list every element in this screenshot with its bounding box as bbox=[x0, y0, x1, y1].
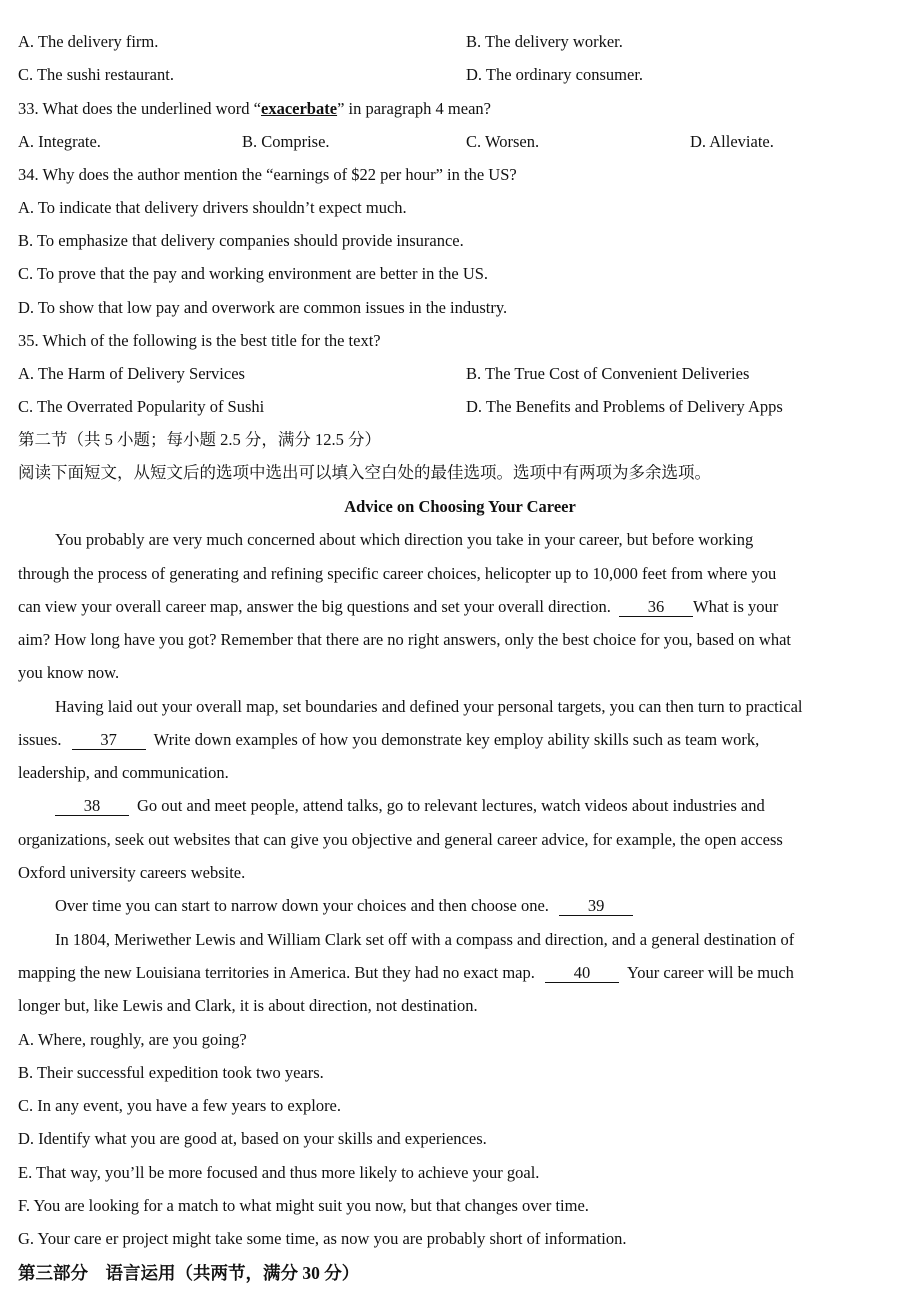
passage-p4-line1-text: Over time you can start to narrow down your choices and then choose one. bbox=[55, 896, 549, 915]
choice-f: F. You are looking for a match to what might suit you now, but that changes over time. bbox=[18, 1196, 589, 1215]
passage-p1-line3-after: What is your bbox=[693, 597, 779, 616]
passage-p3-line1-text: Go out and meet people, attend talks, go to relevant lectures, watch videos about industries and bbox=[137, 796, 765, 815]
q33-stem bbox=[18, 99, 491, 119]
q35-option-c: C. The Overrated Popularity of Sushi bbox=[18, 397, 265, 416]
passage-title: Advice on Choosing Your Career bbox=[344, 497, 576, 516]
q35-option-b: B. The True Cost of Convenient Deliveries bbox=[466, 364, 750, 383]
choice-b: B. Their successful expedition took two years. bbox=[18, 1063, 324, 1082]
choice-g: G. Your care er project might take some time, as now you are probably short of information. bbox=[18, 1229, 627, 1248]
passage-p5-line3: longer but, like Lewis and Clark, it is about direction, not destination. bbox=[18, 996, 478, 1015]
passage-p2-line1: Having laid out your overall map, set boundaries and defined your personal targets, you can then turn to practical bbox=[55, 697, 803, 716]
passage-p1-line3-text: can view your overall career map, answer the big questions and set your overall direction. bbox=[18, 597, 611, 616]
passage-p4-line1 bbox=[55, 896, 633, 916]
passage-p2-line2-text: issues. bbox=[18, 730, 62, 749]
passage-p1-line3 bbox=[18, 597, 778, 617]
passage-p1-line1: You probably are very much concerned about which direction you take in your career, but before working bbox=[55, 530, 754, 549]
q33-stem-after: ” in paragraph 4 mean? bbox=[337, 99, 491, 118]
q34-option-c: C. To prove that the pay and working environment are better in the US. bbox=[18, 264, 489, 283]
passage-p1-line4: aim? How long have you got? Remember that there are no right answers, only the best choice for you, based on what bbox=[18, 630, 791, 649]
passage-p5-line2-text: mapping the new Louisiana territories in America. But they had no exact map. bbox=[18, 963, 535, 982]
choice-a: A. Where, roughly, are you going? bbox=[18, 1030, 247, 1049]
choice-c: C. In any event, you have a few years to explore. bbox=[18, 1096, 342, 1115]
section2-instructions: 阅读下面短文，从短文后的选项中选出可以填入空白处的最佳选项。选项中有两项为多余选项。 bbox=[18, 463, 711, 482]
passage-p1-line5: you know now. bbox=[18, 663, 120, 682]
passage-p3-line3: Oxford university careers website. bbox=[18, 863, 246, 882]
q34-stem: 34. Why does the author mention the “earnings of $22 per hour” in the US? bbox=[18, 165, 517, 184]
blank-39[interactable]: 39 bbox=[559, 897, 633, 916]
passage-p1-line2: through the process of generating and refining specific career choices, helicopter up to 10,000 feet from where you bbox=[18, 564, 777, 583]
passage-p3-line2: organizations, seek out websites that can give you objective and general career advice, for example, the open access bbox=[18, 830, 783, 849]
passage-p3-line1 bbox=[55, 796, 765, 816]
passage-p5-line2 bbox=[18, 963, 794, 983]
q34-option-b: B. To emphasize that delivery companies should provide insurance. bbox=[18, 231, 464, 250]
q34-option-a: A. To indicate that delivery drivers shouldn’t expect much. bbox=[18, 198, 407, 217]
q35-option-a: A. The Harm of Delivery Services bbox=[18, 364, 245, 383]
q33-stem-before: 33. What does the underlined word “ bbox=[18, 99, 262, 118]
choice-e: E. That way, you’ll be more focused and thus more likely to achieve your goal. bbox=[18, 1163, 540, 1182]
q32-option-c: C. The sushi restaurant. bbox=[18, 65, 174, 84]
passage-p5-line1: In 1804, Meriwether Lewis and William Clark set off with a compass and direction, and a general destination of bbox=[55, 930, 795, 949]
part3-heading: 第三部分 语言运用（共两节，满分 30 分） bbox=[18, 1263, 360, 1283]
q33-option-d: D. Alleviate. bbox=[690, 132, 774, 151]
blank-40[interactable]: 40 bbox=[545, 964, 619, 983]
passage-p2-line2 bbox=[18, 730, 759, 750]
q33-option-b: B. Comprise. bbox=[242, 132, 330, 151]
section2-heading: 第二节（共 5 小题；每小题 2.5 分，满分 12.5 分） bbox=[18, 430, 381, 449]
choice-d: D. Identify what you are good at, based on your skills and experiences. bbox=[18, 1129, 487, 1148]
q33-option-c: C. Worsen. bbox=[466, 132, 540, 151]
q34-option-d: D. To show that low pay and overwork are common issues in the industry. bbox=[18, 298, 508, 317]
q33-underlined-word: exacerbate bbox=[261, 99, 338, 118]
passage-p5-line2-after: Your career will be much bbox=[626, 963, 794, 982]
q32-option-d: D. The ordinary consumer. bbox=[466, 65, 644, 84]
blank-36[interactable]: 36 bbox=[619, 598, 693, 617]
q35-stem: 35. Which of the following is the best title for the text? bbox=[18, 331, 381, 350]
q33-option-a: A. Integrate. bbox=[18, 132, 101, 151]
blank-37[interactable]: 37 bbox=[72, 731, 146, 750]
q32-option-b: B. The delivery worker. bbox=[466, 32, 623, 51]
blank-38[interactable]: 38 bbox=[55, 797, 129, 816]
passage-p2-line2-after: Write down examples of how you demonstrate key employ ability skills such as team work, bbox=[153, 730, 760, 749]
q35-option-d: D. The Benefits and Problems of Delivery Apps bbox=[466, 397, 783, 416]
q32-option-a: A. The delivery firm. bbox=[18, 32, 159, 51]
passage-p2-line3: leadership, and communication. bbox=[18, 763, 229, 782]
